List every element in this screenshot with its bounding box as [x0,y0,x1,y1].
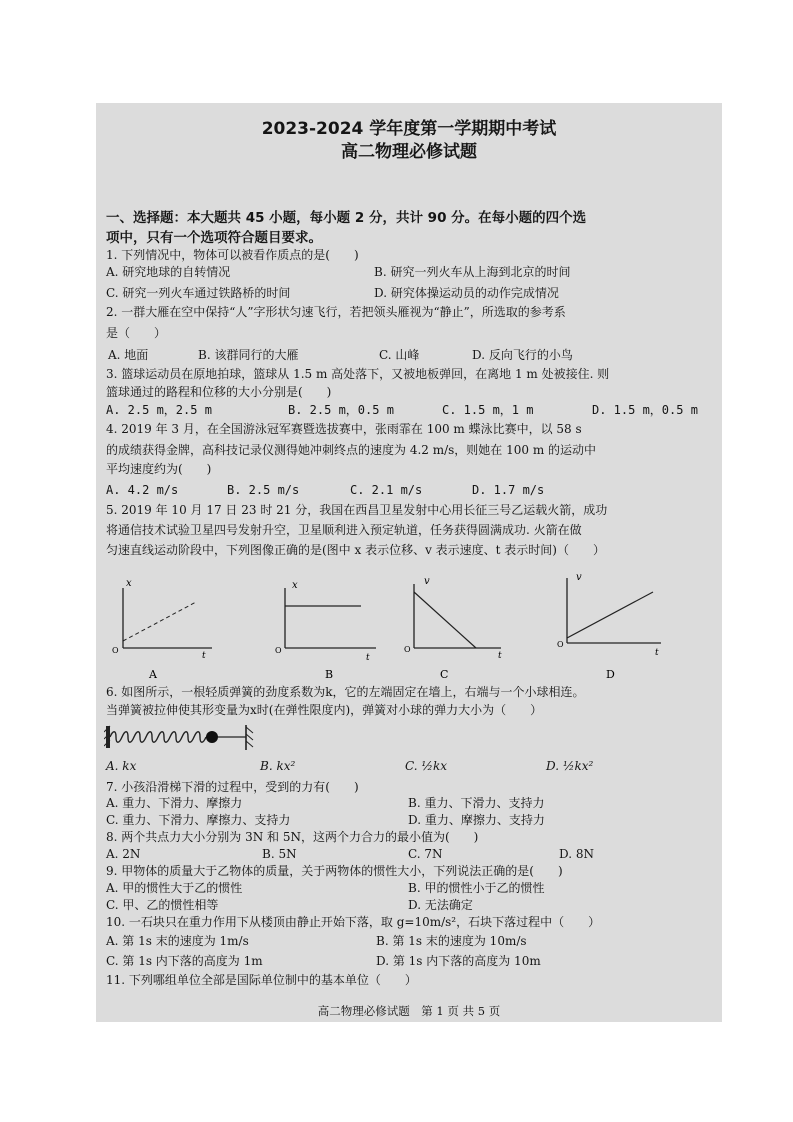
q1-option-d: D. 研究体操运动员的动作完成情况 [374,286,559,300]
q5-graph-b-origin: O [275,646,282,655]
q5-graph-c-origin: O [404,645,411,654]
q2-stem-line1: 2. 一群大雁在空中保持“人”字形状匀速飞行，若把领头雁视为“静止”，所选取的参考系 [106,305,566,319]
q5-graph-b [275,580,376,681]
q8-option-c: C. 7N [408,847,443,861]
q1-option-c: C. 研究一列火车通过铁路桥的时间 [106,286,291,300]
q5-graph-a-origin: O [112,646,119,655]
q5-graph-c [404,576,502,681]
q7-option-a: A. 重力、下滑力、摩擦力 [106,796,243,810]
q7-option-d: D. 重力、摩擦力、支持力 [408,813,545,827]
q5-graph-c-label: C [440,668,449,681]
q10-stem: 10. 一石块只在重力作用下从楼顶由静止开始下落，取 g=10m/s²，石块下落过程中（ ） [106,915,601,929]
q5-stem-line1: 5. 2019 年 10 月 17 日 23 时 21 分，我国在西昌卫星发射中心用长征三号乙运载火箭，成功 [106,503,608,517]
exam-page [96,103,722,1022]
q4-stem-line3: 平均速度约为( ) [106,462,212,476]
q6-option-a: A. kx [106,759,137,773]
q5-graphs [96,568,722,688]
q3-option-a: A. 2.5 m，2.5 m [106,403,212,417]
q10-option-d: D. 第 1s 内下落的高度为 10m [376,954,541,968]
page-footer: 高二物理必修试题 第 1 页 共 5 页 [317,1004,501,1018]
q4-option-a: A. 4.2 m/s [106,483,179,497]
q5-graph-d [557,572,661,681]
q5-graph-d-y-label: v [576,572,582,583]
q4-option-b: B. 2.5 m/s [227,483,300,497]
exam-subtitle: 高二物理必修试题 [341,142,477,162]
ball [206,731,218,743]
q5-graph-b-y-label: x [292,580,298,591]
q9-option-a: A. 甲的惯性大于乙的惯性 [106,881,243,895]
q5-graph-c-x-label: t [498,651,502,661]
q5-graph-b-label: B [325,668,334,681]
q10-option-a: A. 第 1s 末的速度为 1m/s [106,934,249,948]
section-heading-line1: 一、选择题：本大题共 45 小题，每小题 2 分，共计 90 分。在每小题的四个选 [106,210,587,226]
q8-option-a: A. 2N [106,847,141,861]
q6-stem-line2: 当弹簧被拉伸使其形变量为x时(在弹性限度内)，弹簧对小球的弹力大小为（ ） [106,703,543,717]
q5-graph-d-label: D [606,668,615,681]
q5-graph-d-x-label: t [655,648,659,658]
q3-option-b: B. 2.5 m，0.5 m [288,403,394,417]
q3-option-c: C. 1.5 m，1 m [442,403,534,417]
q5-graph-a-plot-line [123,602,196,641]
q6-option-d: D. ½kx² [546,759,594,773]
q5-graph-a [112,578,212,681]
q3-option-d: D. 1.5 m，0.5 m [592,403,698,417]
q9-option-c: C. 甲、乙的惯性相等 [106,898,219,912]
q10-option-c: C. 第 1s 内下落的高度为 1m [106,954,263,968]
section-heading-line2: 项中，只有一个选项符合题目要求。 [106,230,322,246]
q5-graph-d-origin: O [557,640,564,649]
q4-stem-line1: 4. 2019 年 3 月，在全国游泳冠军赛暨选拔赛中，张雨霏在 100 m 蝶泳比赛中，以 58 s [106,422,582,436]
q5-graph-b-x-label: t [366,653,370,663]
q2-option-a: A. 地面 [108,348,149,362]
q9-stem: 9. 甲物体的质量大于乙物体的质量，关于两物体的惯性大小，下列说法正确的是( ) [106,864,563,878]
q5-stem-line3: 匀速直线运动阶段中，下列图像正确的是(图中 x 表示位移、v 表示速度、t 表示时间)（ ） [106,543,605,557]
q5-graph-c-plot-line [414,592,476,648]
q4-stem-line2: 的成绩获得金牌，高科技记录仪测得她冲刺终点的速度为 4.2 m/s，则她在 100 m 的运动中 [106,443,597,457]
q8-stem: 8. 两个共点力大小分别为 3N 和 5N，这两个力合力的最小值为( ) [106,830,479,844]
q2-option-d: D. 反向飞行的小鸟 [472,348,573,362]
q8-option-d: D. 8N [559,847,594,861]
q4-option-c: C. 2.1 m/s [350,483,423,497]
exam-title: 2023-2024 学年度第一学期期中考试 [261,119,557,139]
q6-option-c: C. ½kx [405,759,448,773]
q5-graph-c-y-label: v [424,576,430,587]
q2-option-c: C. 山峰 [379,348,420,362]
q7-stem: 7. 小孩沿滑梯下滑的过程中，受到的力有( ) [106,780,359,794]
q5-graph-d-plot-line [567,592,653,638]
q6-option-b: B. kx² [260,759,296,773]
q5-graph-a-x-label: t [202,651,206,661]
q10-option-b: B. 第 1s 末的速度为 10m/s [376,934,527,948]
q4-option-d: D. 1.7 m/s [472,483,545,497]
q9-option-b: B. 甲的惯性小于乙的惯性 [408,881,545,895]
q3-stem-line1: 3. 篮球运动员在原地拍球，篮球从 1.5 m 高处落下，又被地板弹回，在离地 1 m 处被接住. 则 [106,367,610,381]
q2-stem-line2: 是（ ） [106,326,167,340]
q1-stem: 1. 下列情况中，物体可以被看作质点的是( ) [106,248,359,262]
q1-option-a: A. 研究地球的自转情况 [106,265,231,279]
q7-option-c: C. 重力、下滑力、摩擦力、支持力 [106,813,291,827]
q5-graph-a-label: A [149,668,157,681]
q5-stem-line2: 将通信技术试验卫星四号发射升空，卫星顺利进入预定轨道，任务获得圆满成功. 火箭在做 [106,523,582,537]
spring [110,732,206,743]
q1-option-b: B. 研究一列火车从上海到北京的时间 [374,265,571,279]
q6-stem-line1: 6. 如图所示，一根轻质弹簧的劲度系数为k，它的左端固定在墙上，右端与一个小球相连。 [106,685,585,699]
q7-option-b: B. 重力、下滑力、支持力 [408,796,545,810]
spring-diagram [104,723,264,753]
q8-option-b: B. 5N [262,847,297,861]
q9-option-d: D. 无法确定 [408,898,473,912]
q2-option-b: B. 该群同行的大雁 [198,348,299,362]
q11-stem: 11. 下列哪组单位全部是国际单位制中的基本单位（ ） [106,973,417,987]
q3-stem-line2: 篮球通过的路程和位移的大小分别是( ) [106,385,332,399]
q5-graph-a-y-label: x [126,578,132,589]
